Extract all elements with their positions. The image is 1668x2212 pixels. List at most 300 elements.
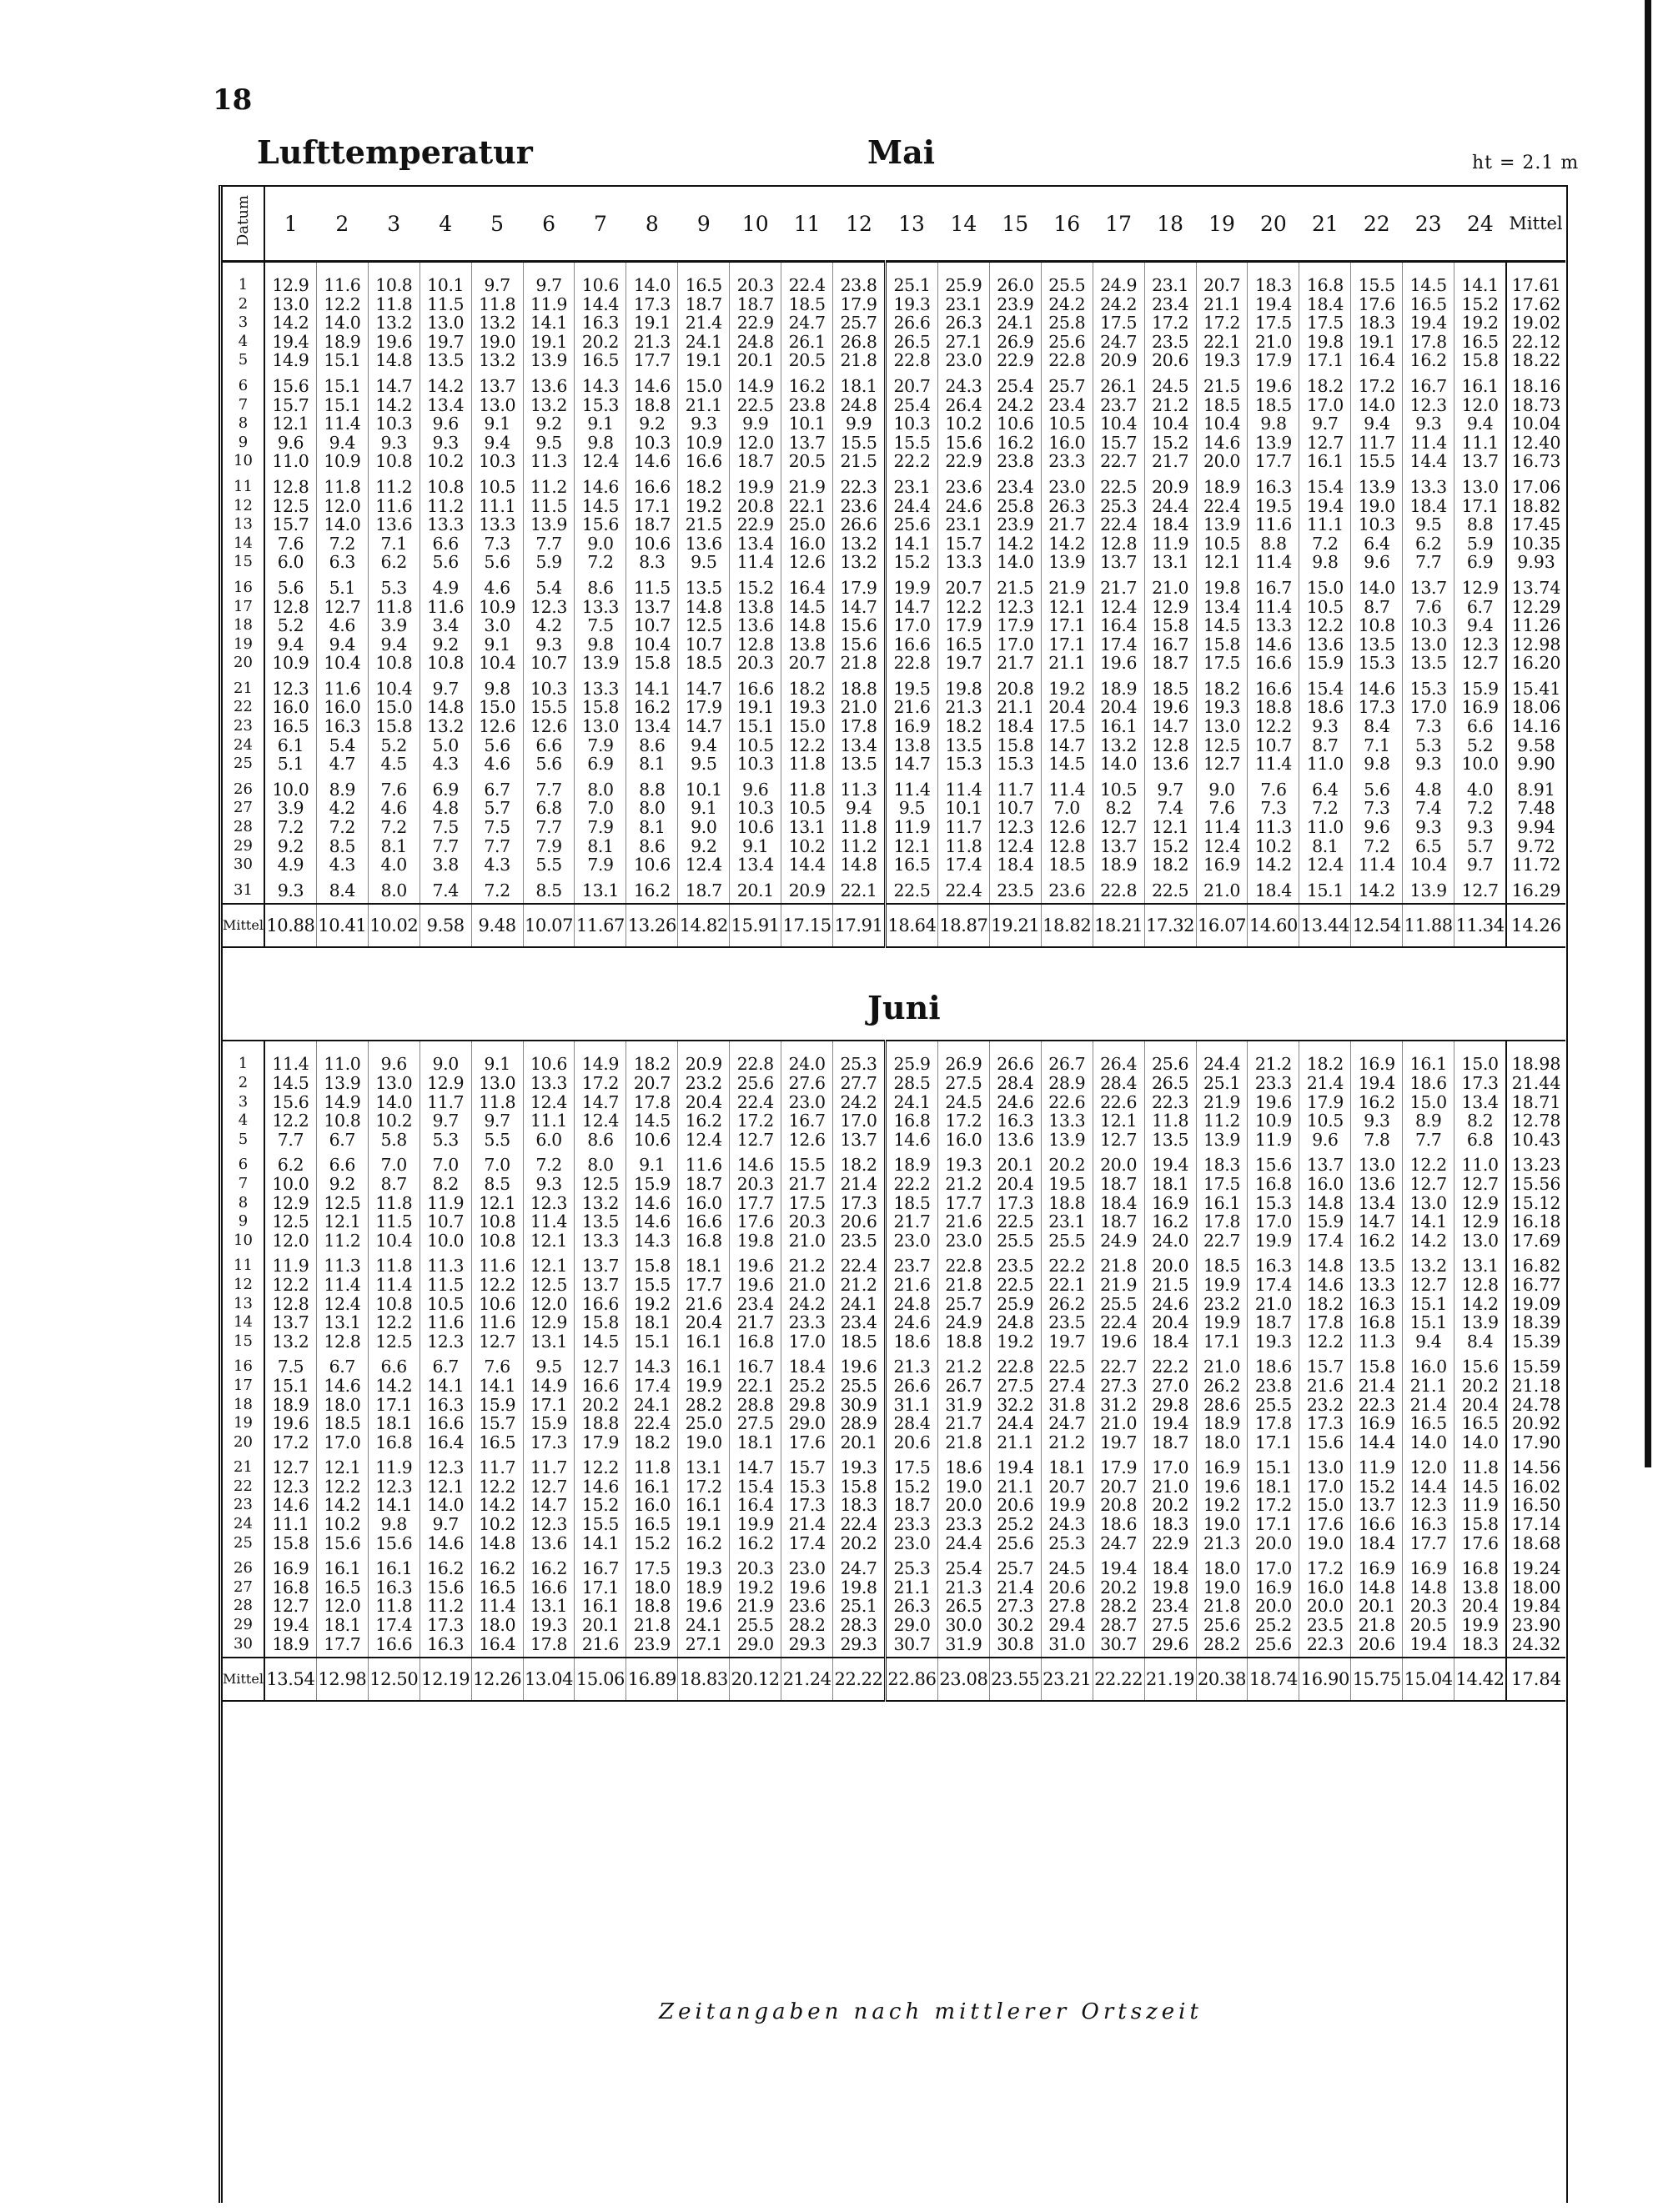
value-cell: 23.1 (893, 476, 931, 497)
hour-column (264, 374, 316, 474)
mittel-row-value: 19.21 (989, 904, 1041, 947)
value-cell: 7.6 (380, 779, 407, 800)
date-cell: 27 (234, 799, 253, 817)
hour-column (368, 878, 420, 905)
value-cell: 16.2 (1358, 1091, 1395, 1112)
value-cell: 11.4 (1254, 754, 1292, 775)
value-cell: 13.7 (788, 432, 826, 453)
value-cell: 15.2 (1461, 293, 1499, 314)
value-cell: 16.6 (581, 1293, 619, 1314)
value-cell: 13.0 (581, 716, 619, 737)
value-cell: 22.9 (736, 313, 774, 334)
value-cell: 5.4 (535, 577, 562, 598)
hour-column (264, 777, 316, 878)
value-cell: 29.8 (1152, 1394, 1189, 1415)
value-cell: 21.2 (1152, 394, 1189, 415)
value-cell: 20.3 (736, 275, 774, 295)
value-cell: 5.3 (1414, 735, 1442, 755)
value-cell: 23.3 (788, 1312, 826, 1333)
mittel-cell: 18.16 (1511, 375, 1561, 396)
value-cell: 20.9 (1100, 350, 1138, 371)
value-cell: 11.3 (1358, 1331, 1395, 1352)
value-cell: 5.6 (484, 735, 510, 755)
value-cell: 9.4 (691, 735, 717, 755)
value-cell: 21.0 (788, 1230, 826, 1251)
value-cell: 12.4 (1306, 855, 1344, 875)
hour-column (1299, 676, 1351, 777)
value-cell: 7.7 (535, 779, 562, 800)
value-cell: 21.1 (1409, 1375, 1447, 1396)
value-cell: 13.2 (272, 1331, 309, 1352)
value-cell: 16.3 (1254, 476, 1292, 497)
value-cell: 25.4 (997, 375, 1034, 396)
value-cell: 13.7 (1100, 835, 1138, 856)
date-cell: 29 (234, 836, 253, 855)
value-cell: 15.1 (1254, 1457, 1292, 1478)
value-cell: 10.9 (479, 596, 516, 617)
value-cell: 16.9 (1358, 1413, 1395, 1434)
value-cell: 13.2 (840, 552, 877, 573)
value-cell: 23.2 (1203, 1293, 1241, 1314)
value-cell: 6.6 (535, 735, 562, 755)
hour-column (1196, 374, 1248, 474)
value-cell: 21.4 (685, 313, 722, 334)
value-cell: 10.7 (530, 653, 568, 674)
value-cell: 20.3 (1409, 1596, 1447, 1617)
hour-column (1093, 878, 1144, 905)
value-cell: 9.2 (277, 835, 304, 856)
value-cell: 12.2 (324, 1476, 361, 1497)
value-cell: 7.0 (432, 1155, 459, 1176)
value-cell: 15.5 (1358, 275, 1395, 295)
hour-column (1248, 262, 1299, 374)
mittel-row-value: 18.21 (1093, 904, 1144, 947)
value-cell: 10.7 (997, 798, 1034, 819)
hour-column (1403, 1354, 1454, 1455)
value-cell: 20.7 (633, 1073, 671, 1093)
value-cell: 10.3 (530, 678, 568, 699)
value-cell: 13.9 (1048, 552, 1086, 573)
value-cell: 17.1 (1306, 350, 1344, 371)
value-cell: 15.4 (736, 1476, 774, 1497)
hour-column (1041, 1253, 1093, 1354)
mittel-column (1506, 676, 1565, 777)
value-cell: 11.1 (272, 1514, 309, 1535)
mittel-cell: 7.48 (1517, 798, 1555, 819)
value-cell: 11.4 (479, 1596, 516, 1617)
date-cell: 8 (238, 1193, 249, 1211)
value-cell: 12.2 (1254, 716, 1292, 737)
value-cell: 13.4 (736, 855, 774, 875)
value-cell: 7.3 (1414, 716, 1442, 737)
value-cell: 4.6 (484, 577, 510, 598)
mittel-cell: 16.18 (1511, 1211, 1561, 1232)
value-cell: 28.9 (840, 1413, 877, 1434)
value-cell: 19.0 (945, 1476, 982, 1497)
value-cell: 20.5 (788, 451, 826, 472)
value-cell: 9.4 (484, 432, 510, 453)
value-cell: 18.4 (788, 1357, 826, 1377)
value-cell: 14.6 (1358, 678, 1395, 699)
value-cell: 22.2 (893, 451, 931, 472)
value-cell: 9.8 (1260, 414, 1287, 434)
hour-column (1144, 878, 1196, 905)
value-cell: 7.1 (1364, 735, 1390, 755)
value-cell: 7.5 (587, 615, 614, 636)
value-cell: 15.9 (1306, 1211, 1344, 1232)
value-cell: 4.8 (1414, 779, 1442, 800)
mittel-row-value: 16.90 (1299, 1658, 1351, 1701)
value-cell: 18.1 (840, 375, 877, 396)
row-block (223, 878, 1565, 905)
value-cell: 25.2 (1254, 1615, 1292, 1636)
value-cell: 24.4 (1203, 1054, 1241, 1075)
hour-column (626, 1556, 678, 1658)
hour-column (626, 575, 678, 676)
value-cell: 7.3 (1364, 798, 1390, 819)
hour-column (1093, 1455, 1144, 1556)
value-cell: 20.9 (685, 1054, 722, 1075)
value-cell: 7.7 (535, 817, 562, 838)
value-cell: 23.4 (1152, 293, 1189, 314)
value-cell: 11.6 (324, 678, 361, 699)
value-cell: 20.6 (840, 1211, 877, 1232)
value-cell: 14.2 (1409, 1230, 1447, 1251)
value-cell: 17.0 (1152, 1457, 1189, 1478)
value-cell: 15.4 (1306, 476, 1344, 497)
value-cell: 8.2 (1105, 798, 1132, 819)
value-cell: 12.9 (530, 1312, 568, 1333)
value-cell: 11.1 (479, 495, 516, 516)
value-cell: 9.5 (535, 1357, 562, 1377)
value-cell: 15.7 (1306, 1357, 1344, 1377)
value-cell: 18.2 (1306, 1293, 1344, 1314)
header-hour: 5 (471, 187, 523, 262)
value-cell: 26.7 (945, 1375, 982, 1396)
value-cell: 23.8 (1254, 1375, 1292, 1396)
value-cell: 9.3 (1414, 414, 1442, 434)
date-column (223, 262, 264, 374)
value-cell: 9.6 (742, 779, 769, 800)
value-cell: 17.9 (1254, 350, 1292, 371)
value-cell: 7.2 (587, 552, 614, 573)
value-cell: 13.4 (736, 533, 774, 554)
value-cell: 10.7 (685, 634, 722, 655)
value-cell: 25.8 (997, 495, 1034, 516)
value-cell: 21.7 (893, 1211, 931, 1232)
value-cell: 11.7 (945, 817, 982, 838)
value-cell: 23.6 (788, 1596, 826, 1617)
value-cell: 20.8 (736, 495, 774, 516)
value-cell: 21.7 (736, 1312, 774, 1333)
value-cell: 15.3 (1409, 678, 1447, 699)
value-cell: 20.0 (945, 1495, 982, 1516)
value-cell: 24.4 (997, 1413, 1034, 1434)
mittel-cell: 11.26 (1511, 615, 1561, 636)
value-cell: 9.8 (484, 678, 510, 699)
mittel-cell: 9.72 (1517, 835, 1555, 856)
value-cell: 18.1 (1048, 1457, 1086, 1478)
value-cell: 11.5 (375, 1211, 413, 1232)
value-cell: 15.6 (1461, 1357, 1499, 1377)
value-cell: 17.3 (1358, 697, 1395, 718)
value-cell: 7.5 (432, 817, 459, 838)
value-cell: 13.2 (375, 313, 413, 334)
value-cell: 16.9 (1254, 1577, 1292, 1598)
value-cell: 21.2 (1254, 1054, 1292, 1075)
value-cell: 16.0 (685, 1192, 722, 1213)
value-cell: 10.3 (375, 414, 413, 434)
value-cell: 16.1 (324, 1558, 361, 1579)
value-cell: 13.2 (479, 350, 516, 371)
hour-column (471, 262, 523, 374)
value-cell: 6.2 (380, 552, 407, 573)
mittel-cell: 24.78 (1511, 1394, 1561, 1415)
hour-column (937, 1455, 989, 1556)
hour-column (523, 878, 575, 905)
value-cell: 24.6 (997, 1091, 1034, 1112)
value-cell: 25.6 (997, 1532, 1034, 1553)
mittel-cell: 22.12 (1511, 331, 1561, 352)
hour-column (678, 575, 730, 676)
date-cell: 4 (238, 1111, 249, 1130)
hour-column (1144, 1354, 1196, 1455)
value-cell: 12.7 (1409, 1173, 1447, 1194)
value-cell: 14.8 (1306, 1192, 1344, 1213)
value-cell: 19.7 (427, 331, 465, 352)
value-cell: 15.8 (581, 697, 619, 718)
value-cell: 25.1 (1203, 1073, 1241, 1093)
value-cell: 11.9 (1254, 1129, 1292, 1150)
mittel-cell: 13.23 (1511, 1155, 1561, 1176)
value-cell: 18.5 (788, 293, 826, 314)
value-cell: 20.7 (945, 577, 982, 598)
value-cell: 24.1 (685, 331, 722, 352)
value-cell: 18.1 (736, 1432, 774, 1452)
value-cell: 20.2 (581, 1394, 619, 1415)
date-column (223, 878, 264, 905)
value-cell: 12.1 (479, 1192, 516, 1213)
value-cell: 12.2 (945, 596, 982, 617)
date-cell: 21 (234, 1458, 253, 1477)
value-cell: 15.7 (788, 1457, 826, 1478)
hour-column (886, 1152, 938, 1253)
value-cell: 14.5 (1203, 615, 1241, 636)
hour-column (1041, 1354, 1093, 1455)
date-cell: 23 (234, 1496, 253, 1514)
value-cell: 24.1 (840, 1293, 877, 1314)
hour-column (1041, 1152, 1093, 1253)
header-hour: 7 (575, 187, 626, 262)
value-cell: 19.4 (1254, 293, 1292, 314)
value-cell: 17.8 (1254, 1413, 1292, 1434)
date-column (223, 575, 264, 676)
value-cell: 16.2 (997, 432, 1034, 453)
mittel-cell: 24.32 (1511, 1633, 1561, 1654)
hour-column (678, 1253, 730, 1354)
date-cell: 1 (238, 1055, 249, 1073)
value-cell: 6.4 (1364, 533, 1390, 554)
value-cell: 22.7 (1203, 1230, 1241, 1251)
date-cell: 16 (234, 1357, 253, 1376)
value-cell: 12.3 (997, 817, 1034, 838)
value-cell: 18.4 (997, 855, 1034, 875)
hour-column (781, 1041, 833, 1152)
hour-column (937, 1556, 989, 1658)
value-cell: 13.1 (581, 880, 619, 900)
hour-column (1403, 676, 1454, 777)
header-row (223, 187, 1565, 262)
value-cell: 12.7 (1461, 1173, 1499, 1194)
value-cell: 19.6 (736, 1256, 774, 1277)
hour-column (575, 1152, 626, 1253)
value-cell: 16.0 (945, 1129, 982, 1150)
value-cell: 16.7 (1254, 577, 1292, 598)
hour-column (989, 676, 1041, 777)
value-cell: 19.1 (530, 331, 568, 352)
value-cell: 10.8 (324, 1111, 361, 1131)
hour-column (368, 676, 420, 777)
value-cell: 15.1 (324, 394, 361, 415)
value-cell: 18.2 (685, 476, 722, 497)
value-cell: 16.1 (375, 1558, 413, 1579)
value-cell: 14.1 (893, 533, 931, 554)
value-cell: 11.9 (427, 1192, 465, 1213)
value-cell: 18.7 (633, 514, 671, 535)
hour-column (781, 374, 833, 474)
value-cell: 18.9 (272, 1394, 309, 1415)
value-cell: 12.6 (479, 716, 516, 737)
value-cell: 11.4 (1254, 596, 1292, 617)
value-cell: 9.7 (484, 275, 510, 295)
value-cell: 10.0 (427, 1230, 465, 1251)
value-cell: 21.8 (840, 350, 877, 371)
value-cell: 12.7 (530, 1476, 568, 1497)
hour-column (523, 474, 575, 575)
value-cell: 19.9 (1203, 1274, 1241, 1295)
value-cell: 25.3 (893, 1558, 931, 1579)
value-cell: 10.2 (479, 1514, 516, 1535)
hour-column (989, 262, 1041, 374)
hour-column (833, 878, 886, 905)
hour-column (1454, 1253, 1506, 1354)
header-hour: 23 (1403, 187, 1454, 262)
value-cell: 27.0 (1152, 1375, 1189, 1396)
value-cell: 15.8 (1152, 615, 1189, 636)
mittel-cell: 18.68 (1511, 1532, 1561, 1553)
mittel-row-value: 14.82 (678, 904, 730, 947)
value-cell: 19.4 (1152, 1413, 1189, 1434)
value-cell: 14.2 (1048, 533, 1086, 554)
hour-column (781, 777, 833, 878)
value-cell: 13.0 (479, 1073, 516, 1093)
value-cell: 13.1 (788, 817, 826, 838)
value-cell: 19.4 (997, 1457, 1034, 1478)
value-cell: 11.4 (1254, 552, 1292, 573)
mittel-cell: 10.35 (1511, 533, 1561, 554)
value-cell: 25.5 (997, 1230, 1034, 1251)
value-cell: 16.9 (1152, 1192, 1189, 1213)
date-column (223, 374, 264, 474)
value-cell: 13.9 (1203, 1129, 1241, 1150)
hour-column (1248, 575, 1299, 676)
value-cell: 14.4 (1358, 1432, 1395, 1452)
value-cell: 22.9 (997, 350, 1034, 371)
value-cell: 13.5 (1358, 634, 1395, 655)
value-cell: 19.5 (1254, 495, 1292, 516)
value-cell: 30.0 (945, 1615, 982, 1636)
hour-column (471, 1556, 523, 1658)
mittel-cell: 16.50 (1511, 1495, 1561, 1516)
hour-column (833, 374, 886, 474)
value-cell: 15.6 (375, 1532, 413, 1553)
value-cell: 16.2 (479, 1558, 516, 1579)
value-cell: 20.8 (997, 678, 1034, 699)
value-cell: 9.6 (380, 1054, 407, 1075)
value-cell: 13.3 (581, 596, 619, 617)
hour-column (1299, 1354, 1351, 1455)
value-cell: 21.6 (893, 697, 931, 718)
value-cell: 13.6 (1358, 1173, 1395, 1194)
hour-column (1351, 1455, 1403, 1556)
hour-column (316, 1455, 368, 1556)
hour-column (1041, 878, 1093, 905)
value-cell: 19.3 (1254, 1331, 1292, 1352)
mittel-row-value: 12.19 (420, 1658, 471, 1701)
value-cell: 6.6 (1466, 716, 1494, 737)
value-cell: 15.3 (945, 754, 982, 775)
value-cell: 6.7 (1466, 596, 1494, 617)
hour-column (989, 777, 1041, 878)
value-cell: 13.7 (633, 596, 671, 617)
value-cell: 9.4 (277, 634, 304, 655)
value-cell: 16.1 (1100, 716, 1138, 737)
value-cell: 26.7 (1048, 1054, 1086, 1075)
value-cell: 20.9 (1152, 476, 1189, 497)
value-cell: 11.9 (1358, 1457, 1395, 1478)
mittel-cell: 16.29 (1511, 880, 1561, 900)
value-cell: 14.7 (1152, 716, 1189, 737)
value-cell: 23.2 (685, 1073, 722, 1093)
hour-column (1041, 676, 1093, 777)
hour-column (1144, 575, 1196, 676)
hour-column (1403, 474, 1454, 575)
mittel-column (1506, 777, 1565, 878)
value-cell: 14.8 (1306, 1256, 1344, 1277)
value-cell: 19.3 (945, 1155, 982, 1176)
hour-column (833, 474, 886, 575)
value-cell: 14.8 (1409, 1577, 1447, 1598)
value-cell: 22.4 (1100, 1312, 1138, 1333)
value-cell: 9.3 (691, 414, 717, 434)
value-cell: 9.2 (329, 1173, 356, 1194)
value-cell: 14.6 (1254, 634, 1292, 655)
value-cell: 14.3 (633, 1230, 671, 1251)
value-cell: 10.6 (530, 1054, 568, 1075)
value-cell: 19.0 (1358, 495, 1395, 516)
value-cell: 15.0 (1409, 1091, 1447, 1112)
value-cell: 11.9 (1152, 533, 1189, 554)
value-cell: 21.8 (840, 653, 877, 674)
hour-column (523, 1253, 575, 1354)
value-cell: 17.1 (1203, 1331, 1241, 1352)
hour-column (730, 878, 781, 905)
value-cell: 9.1 (484, 1054, 510, 1075)
value-cell: 16.8 (1254, 1173, 1292, 1194)
value-cell: 16.0 (788, 533, 826, 554)
hour-column (1144, 676, 1196, 777)
date-cell: 31 (234, 880, 253, 899)
